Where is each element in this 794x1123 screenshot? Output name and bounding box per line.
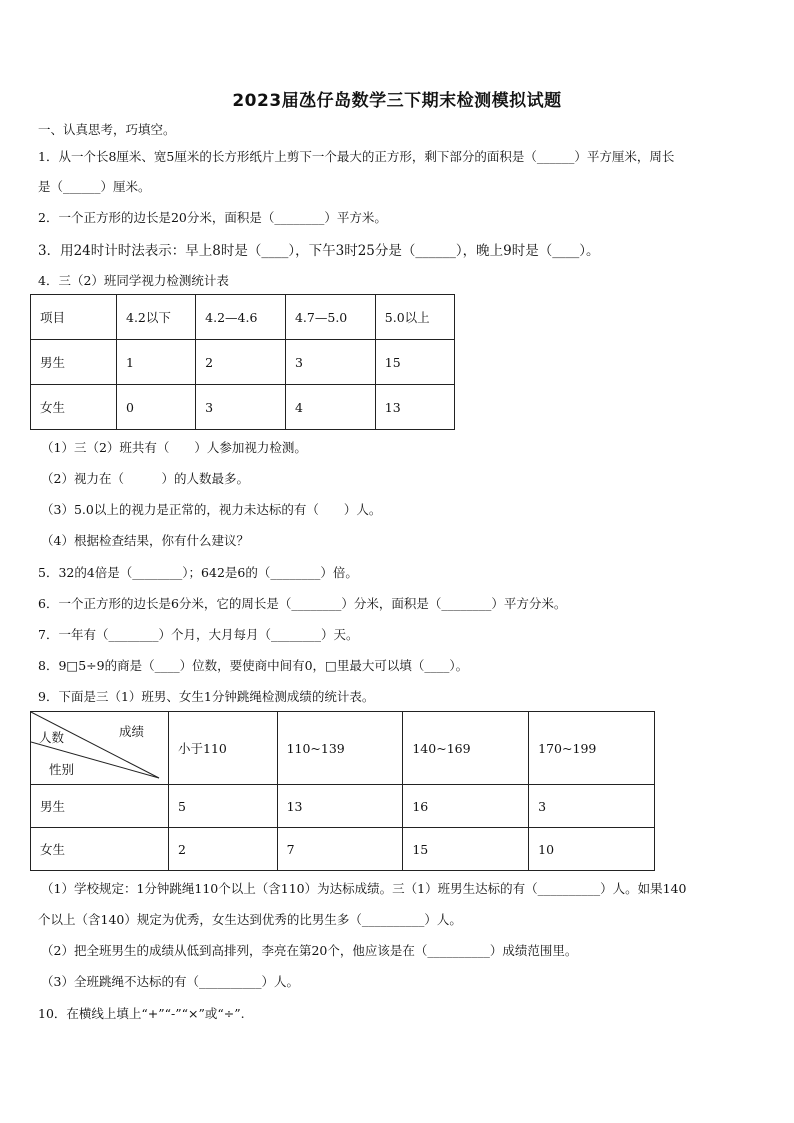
question-4-part-2: （2）视力在（ ）的人数最多。 [41, 471, 249, 486]
table-cell: 4.7—5.0 [285, 295, 375, 340]
table-cell: 男生 [31, 785, 169, 828]
table-cell: 女生 [31, 385, 117, 430]
table-cell: 13 [375, 385, 454, 430]
question-2: 2．一个正方形的边长是20分米，面积是（________）平方米。 [38, 210, 387, 225]
table-cell: 10 [529, 828, 655, 871]
table-cell: 小于110 [169, 712, 278, 785]
diagonal-header-cell [31, 712, 169, 785]
table-cell: 4 [285, 385, 375, 430]
table-row [31, 785, 655, 828]
table-cell: 13 [277, 785, 403, 828]
question-9: 9．下面是三（1）班男、女生1分钟跳绳检测成绩的统计表。 [38, 689, 375, 704]
question-4-part-1: （1）三（2）班共有（ ）人参加视力检测。 [41, 440, 307, 455]
corner-label-score: 成绩 [119, 724, 145, 739]
question-7: 7．一年有（________）个月，大月每月（________）天。 [38, 627, 359, 642]
table-cell: 4.2以下 [117, 295, 196, 340]
table-cell: 16 [403, 785, 529, 828]
table-cell: 5 [169, 785, 278, 828]
section-heading: 一、认真思考，巧填空。 [38, 122, 176, 137]
corner-label-count: 人数 [39, 730, 65, 745]
table-cell: 男生 [31, 340, 117, 385]
question-6: 6．一个正方形的边长是6分米，它的周长是（________）分米，面积是（________）平方分米。 [38, 596, 567, 611]
table-row [31, 828, 655, 871]
question-1-line-2: 是（______）厘米。 [38, 179, 151, 194]
vision-table [30, 294, 455, 430]
question-10: 10．在横线上填上“+”“-”“×”或“÷”. [38, 1006, 245, 1021]
table-cell: 4.2—4.6 [196, 295, 286, 340]
question-9-part-3: （3）全班跳绳不达标的有（__________）人。 [41, 974, 299, 989]
table-cell: 0 [117, 385, 196, 430]
table-cell: 1 [117, 340, 196, 385]
page-title: 2023届氹仔岛数学三下期末检测模拟试题 [232, 91, 562, 111]
question-4: 4．三（2）班同学视力检测统计表 [38, 273, 229, 288]
table-cell: 110~139 [277, 712, 403, 785]
table-cell: 3 [196, 385, 286, 430]
table-cell: 15 [403, 828, 529, 871]
table-cell: 15 [375, 340, 454, 385]
question-4-part-4: （4）根据检查结果，你有什么建议？ [41, 533, 249, 548]
jump-rope-table [30, 711, 655, 871]
table-cell: 项目 [31, 295, 117, 340]
question-9-part-1-line-1: （1）学校规定：1分钟跳绳110个以上（含110）为达标成绩。三（1）班男生达标的有（__________）人。如果140 [41, 881, 687, 896]
table-cell: 170~199 [529, 712, 655, 785]
question-5: 5．32的4倍是（________）；642是6的（________）倍。 [38, 565, 358, 580]
table-cell: 2 [196, 340, 286, 385]
question-4-part-3: （3）5.0以上的视力是正常的，视力未达标的有（ ）人。 [41, 502, 382, 517]
table-cell: 5.0以上 [375, 295, 454, 340]
table-row [31, 340, 455, 385]
question-8: 8．9□5÷9的商是（____）位数，要使商中间有0，□里最大可以填（____）。 [38, 658, 469, 673]
corner-label-gender: 性别 [49, 762, 75, 777]
table-cell: 3 [529, 785, 655, 828]
question-9-part-2: （2）把全班男生的成绩从低到高排列，李亮在第20个，他应该是在（__________）成绩范围里。 [41, 943, 578, 958]
question-3: 3．用24时计时法表示：早上8时是（____），下午3时25分是（______），晚上9时是（____）。 [38, 243, 600, 259]
table-cell: 2 [169, 828, 278, 871]
table-cell: 女生 [31, 828, 169, 871]
table-row [31, 385, 455, 430]
table-header-row [31, 712, 655, 785]
table-cell: 7 [277, 828, 403, 871]
question-9-part-1-line-2: 个以上（含140）规定为优秀，女生达到优秀的比男生多（__________）人。 [38, 912, 462, 927]
table-cell: 140~169 [403, 712, 529, 785]
question-1-line-1: 1．从一个长8厘米、宽5厘米的长方形纸片上剪下一个最大的正方形，剩下部分的面积是（______）平方厘米，周长 [38, 149, 675, 164]
table-header-row [31, 295, 455, 340]
table-cell: 3 [285, 340, 375, 385]
